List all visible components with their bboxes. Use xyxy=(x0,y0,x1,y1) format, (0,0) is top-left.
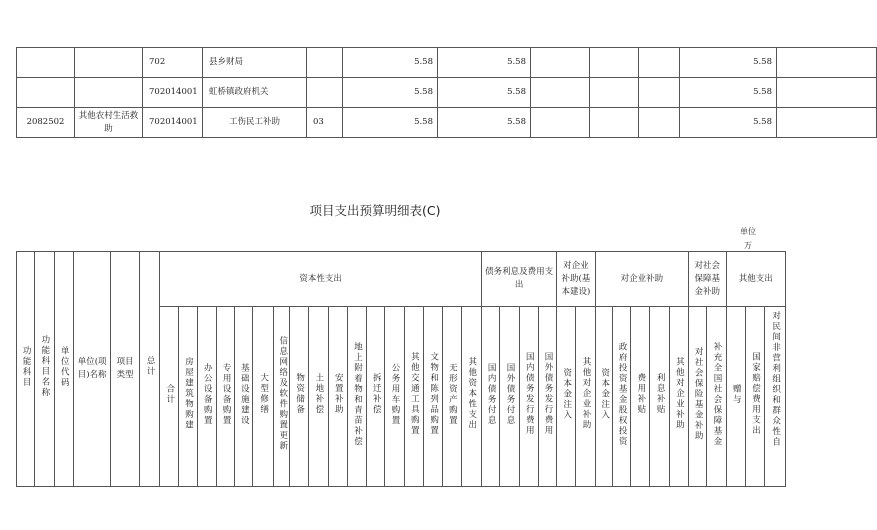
sub-col: 其他资本性支出 xyxy=(461,307,482,487)
sub-col: 办公设备购置 xyxy=(197,307,216,487)
sub-col: 房屋建筑物购建 xyxy=(179,307,197,487)
unit-label: 单位 xyxy=(740,227,756,236)
sub-col: 利息补贴 xyxy=(650,307,669,487)
sub-col: 安置补助 xyxy=(328,307,347,487)
sub-col: 对民间非营利组织和群众性自 xyxy=(765,307,786,487)
sub-col: 其他交通工具购置 xyxy=(404,307,423,487)
group-capital: 资本性支出 xyxy=(160,252,482,307)
sub-col: 补充全国社会保障基金 xyxy=(707,307,726,487)
group-enterprise: 对企业补助 xyxy=(595,252,688,307)
sub-col: 其他对企业补助 xyxy=(669,307,688,487)
page-title: 项目支出预算明细表(C) xyxy=(309,203,441,218)
sub-col: 信息网络及软件购置更新 xyxy=(273,307,289,487)
col-total: 总计 xyxy=(139,252,159,487)
sub-col: 物资储备 xyxy=(290,307,309,487)
table-row: 2082502 其他农村生活救助 702014001 工伤民工补助 03 5.58 5.58 5.58 xyxy=(17,108,877,138)
sub-col: 大型修缮 xyxy=(253,307,273,487)
top-table xyxy=(16,47,877,138)
sub-col: 合计 xyxy=(160,307,179,487)
sub-col: 地上附着物和青苗补偿 xyxy=(347,307,366,487)
sub-col: 文物和陈列品购置 xyxy=(423,307,442,487)
sub-col: 资本金注入 xyxy=(595,307,612,487)
sub-col: 国内债务发行费用 xyxy=(519,307,538,487)
group-social: 对社会保障基金补助 xyxy=(689,252,727,307)
sub-col: 赠与 xyxy=(726,307,745,487)
sub-col: 国内债务付息 xyxy=(482,307,500,487)
col-unit-code: 单位代码 xyxy=(54,252,73,487)
header-row-1 xyxy=(17,252,786,307)
sub-col: 国家赔偿费用支出 xyxy=(745,307,764,487)
sub-col: 基础设施建设 xyxy=(235,307,253,487)
sub-col: 其他对企业补助 xyxy=(576,307,595,487)
col-func-code: 功能科目 xyxy=(17,252,35,487)
col-project-type: 项目类型 xyxy=(111,252,139,487)
sub-col: 专用设备购置 xyxy=(216,307,234,487)
col-unit-name: 单位(项目)名称 xyxy=(73,252,111,487)
sub-col: 无形资产购置 xyxy=(443,307,461,487)
group-debt: 债务利息及费用支出 xyxy=(482,252,557,307)
sub-col: 资本金注入 xyxy=(557,307,576,487)
budget-header-table xyxy=(16,251,786,487)
group-other: 其他支出 xyxy=(726,252,785,307)
sub-col: 国外债务发行费用 xyxy=(538,307,556,487)
sub-col: 公务用车购置 xyxy=(385,307,404,487)
table-row: 702 县乡财局 5.58 5.58 5.58 xyxy=(17,48,877,78)
sub-col: 政府投资基金股权投资 xyxy=(612,307,630,487)
unit-label-suffix: 万 xyxy=(744,241,752,250)
col-func-name: 功能科目名称 xyxy=(35,252,54,487)
sub-col: 国外债务付息 xyxy=(500,307,519,487)
sub-col: 土地补偿 xyxy=(309,307,328,487)
sub-col: 费用补贴 xyxy=(631,307,650,487)
sub-col: 对社会保险基金补助 xyxy=(689,307,707,487)
group-enterprise-capital: 对企业补助(基本建设) xyxy=(557,252,596,307)
table-row: 702014001 虹桥镇政府机关 5.58 5.58 5.58 xyxy=(17,78,877,108)
sub-col: 拆迁补偿 xyxy=(367,307,385,487)
